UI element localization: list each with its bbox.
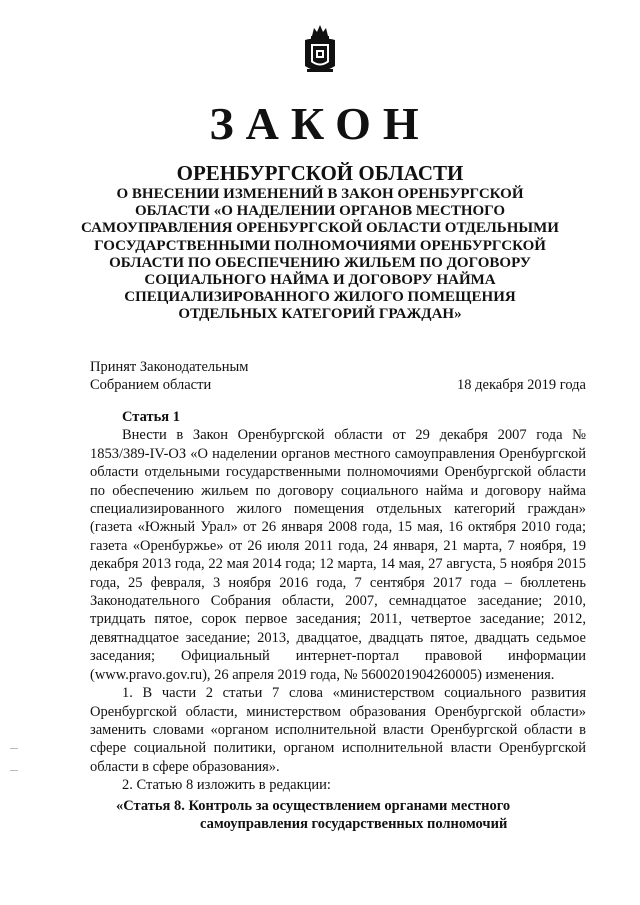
law-title: ЗАКОН [209,98,431,149]
subject-line: СОЦИАЛЬНОГО НАЙМА И ДОГОВОРУ НАЙМА [144,272,496,289]
quoted-heading-line-1: «Статья 8. Контроль за осуществлением органами местного [116,797,511,814]
subject-line: О ВНЕСЕНИИ ИЗМЕНЕНИЙ В ЗАКОН ОРЕНБУРГСКОЙ [116,186,524,202]
subject-line: СПЕЦИАЛИЗИРОВАННОГО ЖИЛОГО ПОМЕЩЕНИЯ [124,289,516,306]
scan-margin-mark [10,770,18,771]
article-1 [90,408,586,833]
article-item-1: 1. В части 2 статьи 7 слова «министерством социального развития Оренбургской области, министерством образования Оренбургской области» заменить словами «органом исполнительной власти Оренбургской области в сфере социальной политики, органом исполнительной власти Оренбургской области в сфере образования». [90,685,586,775]
adoption-date: 18 декабря 2019 года [457,377,586,393]
quoted-heading-line-2: самоуправления государственных полномочий [200,815,508,832]
quoted-article-heading [116,797,586,834]
subject-line: ОБЛАСТИ «О НАДЕЛЕНИИ ОРГАНОВ МЕСТНОГО [134,203,506,220]
subject-line: САМОУПРАВЛЕНИЯ ОРЕНБУРГСКОЙ ОБЛАСТИ ОТДЕЛЬНЫМИ [81,220,559,237]
subject-line: ОТДЕЛЬНЫХ КАТЕГОРИЙ ГРАЖДАН» [178,306,462,323]
region-name: ОРЕНБУРГСКОЙ ОБЛАСТИ [176,161,464,185]
adoption-line-1: Принят Законодательным [90,359,249,375]
coat-of-arms-emblem [302,22,338,76]
scan-margin-mark [10,748,18,749]
law-subject [80,186,560,324]
subject-line: ГОСУДАРСТВЕННЫМИ ПОЛНОМОЧИЯМИ ОРЕНБУРГСКОЙ [94,237,546,254]
article-intro-paragraph: Внести в Закон Оренбургской области от 29 декабря 2007 года № 1853/389-IV-ОЗ «О наделении органов местного самоуправления Оренбургской области отдельными государственными полномочиями Оренбургской области по обеспечению жильем по договору социального найма и договору найма специализированного жилого помещения отдельных категорий граждан» (газета «Южный Урал» от 26 января 2008 года, 15 мая, 16 октября 2010 года; газета «Оренбуржье» от 26 июля 2011 года, 24 января, 21 марта, 7 ноября, 19 декабря 2013 года, 22 мая 2014 года; 12 марта, 14 мая, 27 августа, 5 ноября 2015 года, 25 февраля, 3 ноября 2016 года, 7 сентября 2017 года – бюллетень Законодательного Собрания области, 2007, семнадцатое заседание; 2010, тридцать пятое, сорок первое заседания; 2011, четвертое заседание; 2012, девятнадцатое заседание; 2013, двадцатое, двадцать пятое, двадцать седьмое заседания; Официальный интернет-портал правовой информации (www.pravo.gov.ru), 26 апреля 2019 года, № 5600201904260005) изменения. [90,427,586,683]
article-heading: Статья 1 [122,409,180,425]
adoption-note [90,358,248,394]
adoption-line-2: Собранием области [90,377,212,393]
subject-line: ОБЛАСТИ ПО ОБЕСПЕЧЕНИЮ ЖИЛЬЕМ ПО ДОГОВОРУ [109,254,531,271]
article-item-2: 2. Статью 8 изложить в редакции: [122,777,331,794]
